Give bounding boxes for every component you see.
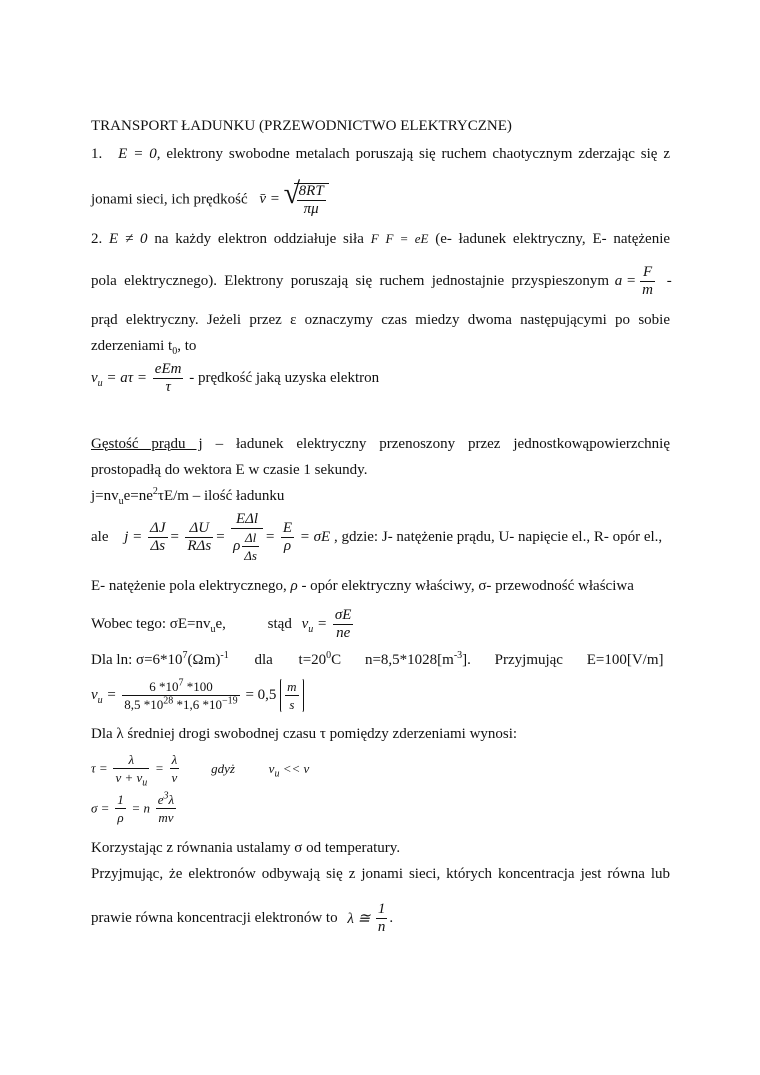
copper-values-line: Dla ln: $\sigma=6*10^7(\Omega m)^{-1}$ dla $t=20^0C$ $n=8,5*1028[m^{-3}]$. Przyjmując E=100[V/m]	[91, 650, 664, 668]
page-title: TRANSPORT ŁADUNKU (PRZEWODNICTWO ELEKTRYCZNE)	[91, 118, 512, 134]
formula-e-nonzero: E ≠ 0	[109, 231, 148, 247]
sigma-formula: σ = $\frac{1}{\rho}$ = n $\frac{e^3\lambda}{mv}$	[91, 790, 175, 825]
nested-fraction: EΔl ρ $\frac{\Delta l}{\Delta s}$	[231, 512, 263, 563]
tau-formula: τ = $\frac{\lambda}{v + v_u}$ = $\frac{\lambda}{v}$ gdyż $v_u << v$	[91, 752, 310, 789]
formula-e-zero: E = 0	[118, 146, 157, 162]
sqrt-formula: √ $\frac{8RT}{\pi\mu}$	[284, 183, 329, 217]
density-formula-line: ale j = $\frac{\Delta J}{\Delta s}$ = $\frac{\Delta U}{\text{RΔs}}$ = EΔl ρ $\frac{\Delta l}{\Delta s}$ = $\frac{E}{\rho}$ = σE , gdzie: J- natężenie prądu, U- napięcie el., R- opór el.,	[91, 511, 663, 563]
paragraph-1-line-1: 1. E = 0, elektrony swobodne metalach poruszają się ruchem chaotycznym zderzając się z	[91, 146, 670, 162]
paragraph-2-line-1: 2. E ≠ 0 na każdy elektron oddziałuje siła F F = eE (e- ładunek elektryczny, E- natężenie	[91, 231, 671, 247]
end-line-2: Przyjmując, że elektronów odbywają się z jonami sieci, których koncentracja jest równa lub	[91, 866, 670, 882]
density-line-3: $j=nv_ue=ne^2\tau E/m$ – ilość ładunku	[91, 486, 285, 507]
density-line-5: E- natężenie pola elektrycznego, ρ - opór elektryczny właściwy, σ- przewodność właściwa	[91, 578, 634, 594]
end-line-1: Korzystając z równania ustalamy σ od temperatury.	[91, 840, 401, 856]
paragraph-1-line-2: jonami sieci, ich prędkość v̄ = √ $\frac{8RT}{\pi\mu}$	[91, 183, 670, 217]
paragraph-2-line-3: prąd elektryczny. Jeżeli przez ε oznaczymy czas miedzy dwoma następującymi po sobie	[91, 312, 670, 328]
end-line-3: prawie równa koncentracji elektronów to λ ≅ $\frac{1}{n}$ .	[91, 901, 394, 935]
density-line-2: prostopadłą do wektora E w czasie 1 sekundy.	[91, 462, 368, 478]
density-term: Gęstość prądu j	[91, 436, 203, 452]
formula-acceleration: a =	[614, 273, 637, 289]
copper-calc-line: $v_u$ = $\frac{6 *10^7 *100}{8,5 *10^{28} *1,6 *10^{-19}}$ = 0,5 $\frac{m}{s}$	[91, 678, 670, 713]
paragraph-2-line-2: pola elektrycznego). Elektrony poruszają się ruchem jednostajnie przyspieszonym a = $\frac{F}{m}$ -	[91, 264, 672, 298]
paragraph-2-velocity: $v_u = a\tau$ = $\frac{\text{eEm}}{\tau}$ - prędkość jaką uzyska elektron	[91, 361, 380, 395]
density-line-6: Wobec tego: $\sigma E=nv_ue$, stąd $v_u$ = $\frac{\sigma E}{ne}$	[91, 607, 352, 641]
paragraph-2-line-4: zderzeniami $t_0$, to	[91, 338, 197, 357]
density-line-1: Gęstość prądu j – ładunek elektryczny przenoszony przez jednostkowąpowierzchnię	[91, 436, 670, 452]
lambda-line: Dla λ średniej drogi swobodnej czasu τ pomiędzy zderzeniami wynosi:	[91, 726, 518, 742]
